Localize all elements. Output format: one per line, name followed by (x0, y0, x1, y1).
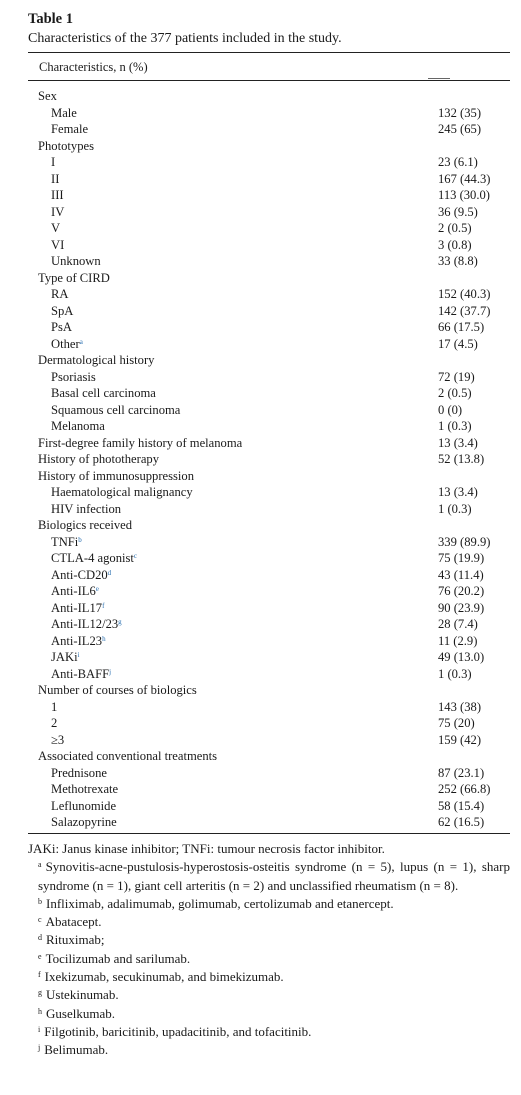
row-value: 58 (15.4) (438, 798, 485, 813)
footnote-d (28, 931, 510, 949)
footnote-marker[interactable]: j (109, 667, 112, 676)
row-value: 76 (20.2) (438, 584, 485, 598)
row-label (51, 121, 88, 138)
footnote-marker[interactable]: d (107, 568, 112, 577)
table-row (28, 385, 510, 402)
row-label-text: TNFi (51, 534, 79, 549)
table-row (28, 583, 510, 600)
row-label (51, 616, 122, 633)
table-row (28, 732, 510, 749)
row-label-text: HIV infection (51, 501, 122, 516)
row-value: 1 (0.3) (438, 666, 472, 681)
row-label (51, 385, 156, 402)
table-row (28, 451, 510, 468)
table-title: Table 1 (28, 11, 73, 27)
row-label (51, 666, 111, 683)
row-label (51, 715, 57, 732)
footnote-text: Ustekinumab. (46, 987, 119, 1003)
table-row (28, 798, 510, 815)
table-row (28, 501, 510, 518)
table-row (28, 484, 510, 501)
row-value: 245 (65) (438, 122, 482, 136)
row-label-text: V (51, 221, 61, 235)
row-label-text: History of phototherapy (38, 452, 160, 466)
table-row (28, 550, 510, 567)
row-value: 1 (0.3) (438, 419, 472, 433)
table-row (28, 187, 510, 204)
row-value: 2 (0.5) (438, 221, 472, 235)
row-value: 75 (19.9) (438, 551, 485, 565)
footnote-key: b (38, 896, 42, 906)
footnote-text: Synovitis-acne-pustulosis-hyperostosis-osteitis syndrome (n = 5), lupus (n = 1), sharp syndrome (n = 1), giant cell arteritis (n = 2) and unclassified rheumatism (n = 8). (38, 859, 510, 893)
row-label (51, 369, 96, 386)
table-row (28, 319, 510, 336)
row-label-text: Phototypes (38, 138, 94, 153)
table-row (28, 270, 510, 287)
row-label (38, 352, 154, 369)
row-label (51, 286, 69, 303)
row-value: 43 (11.4) (438, 567, 484, 582)
row-label (51, 418, 105, 435)
table-row (28, 616, 510, 633)
footnote-text: Belimumab. (44, 1042, 109, 1058)
row-value: 113 (30.0) (438, 188, 490, 202)
row-label-text: Leflunomide (51, 798, 117, 813)
row-value: 0 (0) (438, 402, 463, 417)
table-row (28, 666, 510, 683)
table-row (28, 600, 510, 617)
row-value: 75 (20) (438, 716, 475, 730)
table-caption: Characteristics of the 377 patients included in the study. (28, 31, 342, 46)
row-label-text: 1 (51, 699, 58, 714)
row-label-text: 2 (51, 716, 58, 730)
row-label (51, 154, 55, 171)
row-label (51, 105, 77, 122)
footnote-a (28, 858, 510, 895)
row-value: 52 (13.8) (438, 452, 485, 466)
table-row (28, 468, 510, 485)
row-label (51, 220, 60, 237)
footnote-j (28, 1041, 510, 1059)
row-value: 72 (19) (438, 369, 475, 384)
table-row (28, 402, 510, 419)
footnote-g (28, 986, 510, 1004)
row-label (38, 468, 194, 485)
footnote-f (28, 968, 510, 986)
bottom-rule (28, 833, 510, 834)
row-value: 90 (23.9) (438, 600, 485, 615)
table-row (28, 237, 510, 254)
row-value: 87 (23.1) (438, 765, 485, 780)
table-row (28, 303, 510, 320)
footnote-text: Rituximab; (46, 932, 105, 948)
row-label-text: Number of courses of biologics (38, 683, 197, 697)
row-label-text: Male (51, 105, 77, 120)
row-label-text: Sex (38, 89, 57, 103)
row-label-text: VI (51, 237, 65, 252)
footnote-b (28, 895, 510, 913)
table-row (28, 418, 510, 435)
row-label (38, 435, 242, 452)
footnote-key: e (38, 951, 42, 961)
row-label-text: Type of CIRD (38, 270, 110, 285)
table-row (28, 220, 510, 237)
footnote-key: h (38, 1006, 42, 1016)
footnote-marker[interactable]: c (133, 552, 138, 560)
row-label-text: First-degree family history of melanoma (38, 435, 243, 450)
row-label-text: Psoriasis (51, 369, 96, 384)
footnote-key: f (38, 970, 41, 980)
row-value: 49 (13.0) (438, 650, 485, 664)
row-label (51, 583, 99, 600)
table-row (28, 105, 510, 122)
row-label (51, 781, 118, 798)
row-value: 152 (40.3) (438, 287, 491, 301)
footnotes (28, 840, 510, 1060)
row-value: 142 (37.7) (438, 303, 491, 318)
row-value: 36 (9.5) (438, 204, 478, 219)
row-label (51, 633, 106, 650)
row-label-text: Anti-IL23 (51, 633, 103, 648)
row-label (51, 699, 57, 716)
row-label (51, 814, 117, 831)
row-label (51, 732, 64, 749)
row-label (51, 765, 107, 782)
footnote-text: Tocilizumab and sarilumab. (45, 950, 191, 966)
row-value: 159 (42) (438, 732, 482, 747)
row-label-text: Anti-CD20 (51, 567, 108, 582)
row-label (51, 550, 137, 567)
row-value: 11 (2.9) (438, 633, 478, 648)
row-value: 143 (38) (438, 699, 482, 714)
row-label-text: Dermatological history (38, 353, 155, 367)
row-label (51, 484, 193, 501)
row-label-text: Haematological malignancy (51, 485, 193, 499)
table-row (28, 88, 510, 105)
row-label-text: I (51, 155, 56, 169)
row-label-text: ≥3 (51, 732, 65, 747)
row-value: 33 (8.8) (438, 254, 478, 268)
footnote-text: Abatacept. (45, 914, 102, 930)
footnote-marker[interactable]: f (102, 601, 105, 610)
row-label-text: Anti-IL6 (51, 584, 96, 598)
table-row (28, 286, 510, 303)
row-value: 252 (66.8) (438, 782, 491, 796)
footnote-key: a (38, 860, 42, 870)
footnote-marker[interactable]: b (78, 535, 82, 544)
footnote-i (28, 1023, 510, 1041)
footnote-c (28, 913, 510, 931)
table-row (28, 171, 510, 188)
row-label (38, 88, 57, 105)
table-row (28, 435, 510, 452)
footnote-key: g (38, 988, 42, 998)
table-row (28, 138, 510, 155)
header-value-mark (428, 78, 450, 79)
footnote-h (28, 1005, 510, 1023)
top-rule (28, 52, 510, 53)
row-label-text: JAKi (51, 650, 78, 664)
row-value: 1 (0.3) (438, 501, 472, 516)
row-label-text: Biologics received (38, 518, 133, 532)
table-row (28, 649, 510, 666)
row-label-text: Basal cell carcinoma (51, 386, 156, 400)
row-label-text: CTLA-4 agonist (51, 551, 134, 565)
abbreviations-note: JAKi: Janus kinase inhibitor; TNFi: tumour necrosis factor inhibitor. (28, 841, 385, 856)
row-label-text: Prednisone (51, 765, 107, 780)
footnote-list (28, 858, 510, 1059)
table-row (28, 204, 510, 221)
row-label (51, 187, 64, 204)
row-value: 339 (89.9) (438, 534, 491, 549)
row-label-text: III (51, 188, 64, 202)
table-row (28, 336, 510, 353)
row-label-text: SpA (51, 303, 74, 318)
footnote-key: j (38, 1043, 41, 1053)
table-row (28, 253, 510, 270)
row-label (38, 270, 110, 287)
footnote-marker[interactable]: e (95, 585, 99, 593)
row-label (51, 171, 59, 188)
row-label-text: Other (51, 336, 80, 351)
row-label (51, 253, 101, 270)
row-label-text: Methotrexate (51, 782, 119, 796)
table-row (28, 154, 510, 171)
table-row (28, 699, 510, 716)
footnote-key: d (38, 933, 42, 943)
row-label (51, 319, 72, 336)
row-label (51, 303, 73, 320)
table-row (28, 748, 510, 765)
row-label (51, 798, 116, 815)
row-label-text: II (51, 171, 60, 186)
table-row (28, 567, 510, 584)
table-row (28, 517, 510, 534)
row-label-text: Anti-BAFF (51, 666, 110, 681)
footnote-text: Infliximab, adalimumab, golimumab, certolizumab and etanercept. (46, 895, 394, 911)
row-label (51, 402, 180, 419)
row-label (51, 567, 111, 584)
row-label (51, 336, 83, 353)
footnote-e (28, 950, 510, 968)
row-value: 23 (6.1) (438, 155, 478, 169)
row-label (51, 237, 64, 254)
footnote-marker[interactable]: h (102, 634, 106, 643)
row-label-text: IV (51, 204, 65, 219)
row-label (51, 204, 64, 221)
row-label (38, 682, 197, 699)
row-label-text: RA (51, 287, 69, 301)
footnote-key: c (38, 915, 42, 925)
row-label (51, 501, 121, 518)
table-body (28, 88, 510, 831)
row-value: 13 (3.4) (438, 435, 478, 450)
row-label-text: Associated conventional treatments (38, 749, 218, 763)
footnote-marker[interactable]: g (118, 618, 122, 626)
table-row (28, 534, 510, 551)
footnote-text: Guselkumab. (46, 1005, 115, 1021)
table-row (28, 715, 510, 732)
footnote-marker[interactable]: a (79, 337, 83, 346)
table-row (28, 121, 510, 138)
header-rule (28, 80, 510, 81)
table-row (28, 765, 510, 782)
row-value: 17 (4.5) (438, 336, 478, 351)
table-row (28, 814, 510, 831)
row-value: 66 (17.5) (438, 320, 485, 334)
row-label (38, 517, 132, 534)
footnote-marker[interactable]: i (77, 651, 80, 659)
row-label (38, 451, 159, 468)
footnote-text: Filgotinib, baricitinib, upadacitinib, and tofacitinib. (44, 1023, 312, 1039)
table-row (28, 682, 510, 699)
row-label (51, 649, 80, 666)
table-row (28, 369, 510, 386)
row-value: 28 (7.4) (438, 617, 478, 631)
row-label (38, 748, 217, 765)
row-label-text: Squamous cell carcinoma (51, 402, 181, 417)
row-label (38, 138, 94, 155)
row-label-text: Anti-IL17 (51, 600, 103, 615)
row-label (51, 534, 82, 551)
row-label (51, 600, 104, 617)
row-label-text: Anti-IL12/23 (51, 617, 119, 631)
row-value: 13 (3.4) (438, 485, 478, 499)
row-value: 3 (0.8) (438, 237, 472, 252)
table-row (28, 781, 510, 798)
row-label-text: Female (51, 122, 89, 136)
row-value: 132 (35) (438, 105, 482, 120)
row-label-text: Melanoma (51, 419, 105, 433)
table-row (28, 352, 510, 369)
footnote-key: i (38, 1024, 41, 1034)
footnote-text: Ixekizumab, secukinumab, and bimekizumab. (44, 969, 284, 985)
row-label-text: History of immunosuppression (38, 468, 195, 483)
row-value: 167 (44.3) (438, 171, 491, 186)
row-value: 62 (16.5) (438, 815, 485, 829)
row-value: 2 (0.5) (438, 386, 472, 400)
row-label-text: Salazopyrine (51, 815, 117, 829)
table-row (28, 633, 510, 650)
column-header: Characteristics, n (%) (39, 60, 148, 74)
row-label-text: Unknown (51, 254, 101, 268)
row-label-text: PsA (51, 320, 72, 334)
